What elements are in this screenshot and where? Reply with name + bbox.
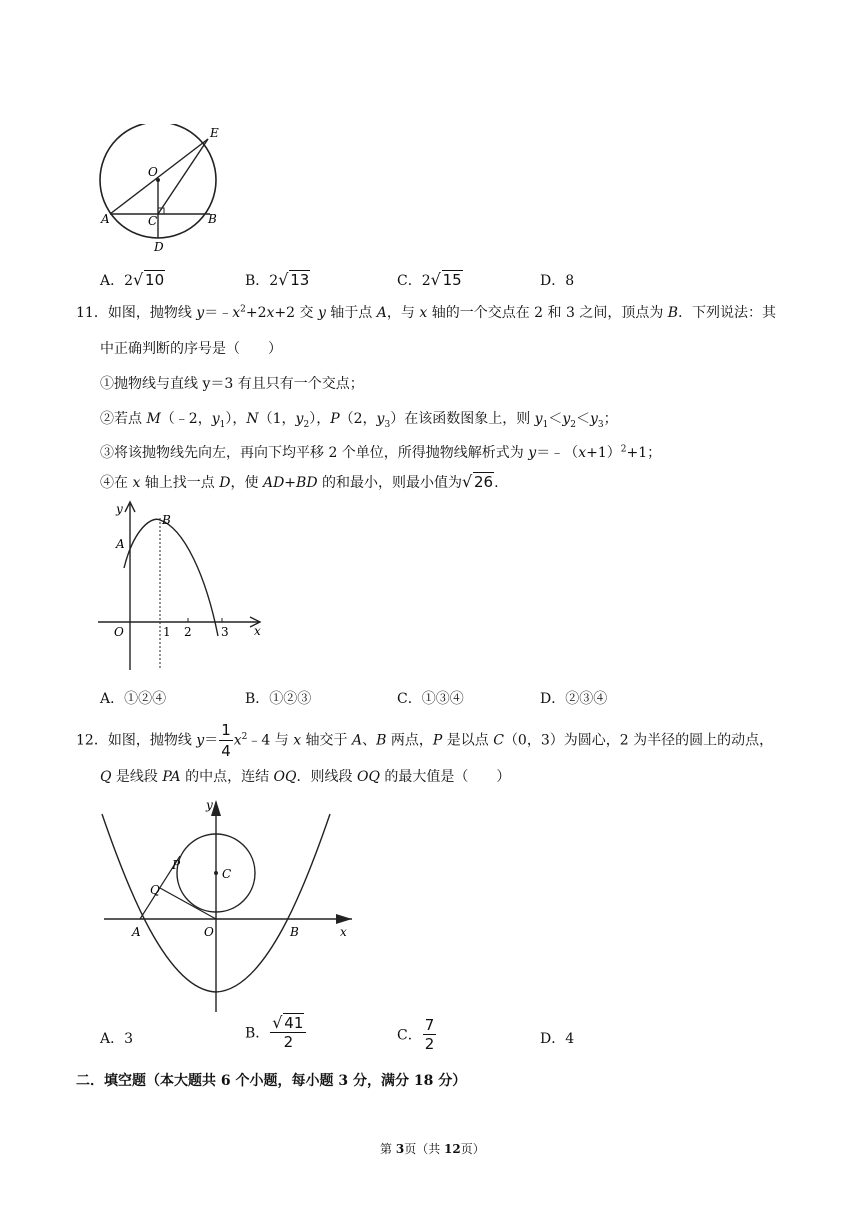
sqrt-icon: √ 13 <box>278 271 310 289</box>
label-E: E <box>210 126 219 140</box>
label-C: C <box>222 867 232 881</box>
tick-3: 3 <box>221 625 229 639</box>
label-P: P <box>172 858 181 872</box>
option-coef: 2 <box>124 273 134 289</box>
q11-option-c[interactable]: C．①③④ <box>397 691 464 707</box>
label-C: C <box>148 214 158 228</box>
q11-option-b[interactable]: B．①②③ <box>245 691 312 707</box>
sqrt-icon: √ 26 <box>462 473 494 491</box>
sqrt-icon: √ 10 <box>133 271 165 289</box>
label-A: A <box>132 925 141 939</box>
tick-1: 1 <box>163 625 171 639</box>
q11-parabola-figure <box>94 498 269 673</box>
q12-option-b[interactable]: B． √ $\frac{41}{2}$ <box>245 1014 307 1051</box>
axis-y-label: y <box>206 798 213 812</box>
axis-x-label: x <box>254 624 261 638</box>
fraction: $\frac{7}{2}$ <box>424 1016 435 1053</box>
label-Q: Q <box>150 883 160 897</box>
label-A: A <box>116 537 125 551</box>
label-O: O <box>148 165 158 179</box>
q10-option-b[interactable] <box>245 270 310 290</box>
option-letter: A． <box>100 273 125 289</box>
page-footer: 第 3页（共 12页） <box>380 1142 485 1156</box>
label-O: O <box>114 625 124 639</box>
q12-option-a[interactable]: A．3 <box>100 1031 134 1047</box>
q10-option-c[interactable] <box>397 270 463 290</box>
axis-y-label: y <box>116 502 123 516</box>
q11-option-a[interactable]: A．①②④ <box>100 691 167 707</box>
q12-parabola-circle-figure <box>96 794 356 1016</box>
q11-statement-2: ②若点 M（﹣2，$y_1$），N（1，$y_2$），P（2，$y_3$）在该函数图象上，则 $y_1<y_2<y_3$； <box>100 411 618 430</box>
label-A: A <box>101 212 110 226</box>
label-B: B <box>208 212 217 226</box>
q12-stem-line1: 12．如图，抛物线 y＝ $\frac{1}{4}$ $x^2﹣4$ 与 x 轴交于 A、B 两点，P 是以点 C（0，3）为圆心，2 为半径的圆上的动点， <box>76 721 774 760</box>
axis-x-label: x <box>340 925 347 939</box>
q11-stem-line1: 11．如图，抛物线 $y=﹣x^2+2x+2$ 交 y 轴于点 A，与 x 轴的一个交点在 2 和 3 之间，顶点为 B．下列说法：其 <box>76 304 777 321</box>
fraction: $\frac{1}{4}$ <box>221 721 231 760</box>
label-D: D <box>154 240 164 254</box>
q10-circle-figure <box>96 124 236 254</box>
q11-option-d[interactable]: D．②③④ <box>540 691 608 707</box>
q11-statement-3: ③将该抛物线先向左，再向下均平移 2 个单位，所得抛物线解析式为 $y=﹣(x+1)^2+1$； <box>100 444 662 461</box>
q12-option-c[interactable]: C． $\frac{7}{2}$ <box>397 1016 435 1053</box>
q11-statement-1: ①抛物线与直线 y＝3 有且只有一个交点； <box>100 376 364 392</box>
label-O: O <box>204 925 214 939</box>
q11-statement-4: ④在 x 轴上找一点 D，使 AD+BD 的和最小，则最小值为√ 26. <box>100 472 499 492</box>
label-B: B <box>162 513 171 527</box>
q12-stem-line2: Q 是线段 PA 的中点，连结 OQ．则线段 OQ 的最大值是（ ） <box>100 769 511 785</box>
option-letter: B． <box>245 273 270 289</box>
option-letter: D． <box>540 273 566 289</box>
tick-2: 2 <box>184 625 192 639</box>
sqrt-icon: √ 15 <box>431 271 463 289</box>
option-letter: C． <box>397 273 422 289</box>
option-coef: 2 <box>269 273 279 289</box>
section-heading: 二．填空题（本大题共 6 个小题，每小题 3 分，满分 18 分） <box>76 1073 467 1089</box>
q10-option-a[interactable] <box>100 270 165 290</box>
sqrt-icon: √ 41 <box>272 1014 304 1032</box>
q12-option-d[interactable]: D．4 <box>540 1031 575 1047</box>
option-coef: 2 <box>421 273 431 289</box>
q11-stem-line2: 中正确判断的序号是（ ） <box>100 341 282 357</box>
fraction: √ $\frac{41}{2}$ <box>270 1014 306 1051</box>
option-value: 8 <box>565 273 575 289</box>
label-B: B <box>290 925 299 939</box>
q10-option-d[interactable] <box>540 270 574 290</box>
